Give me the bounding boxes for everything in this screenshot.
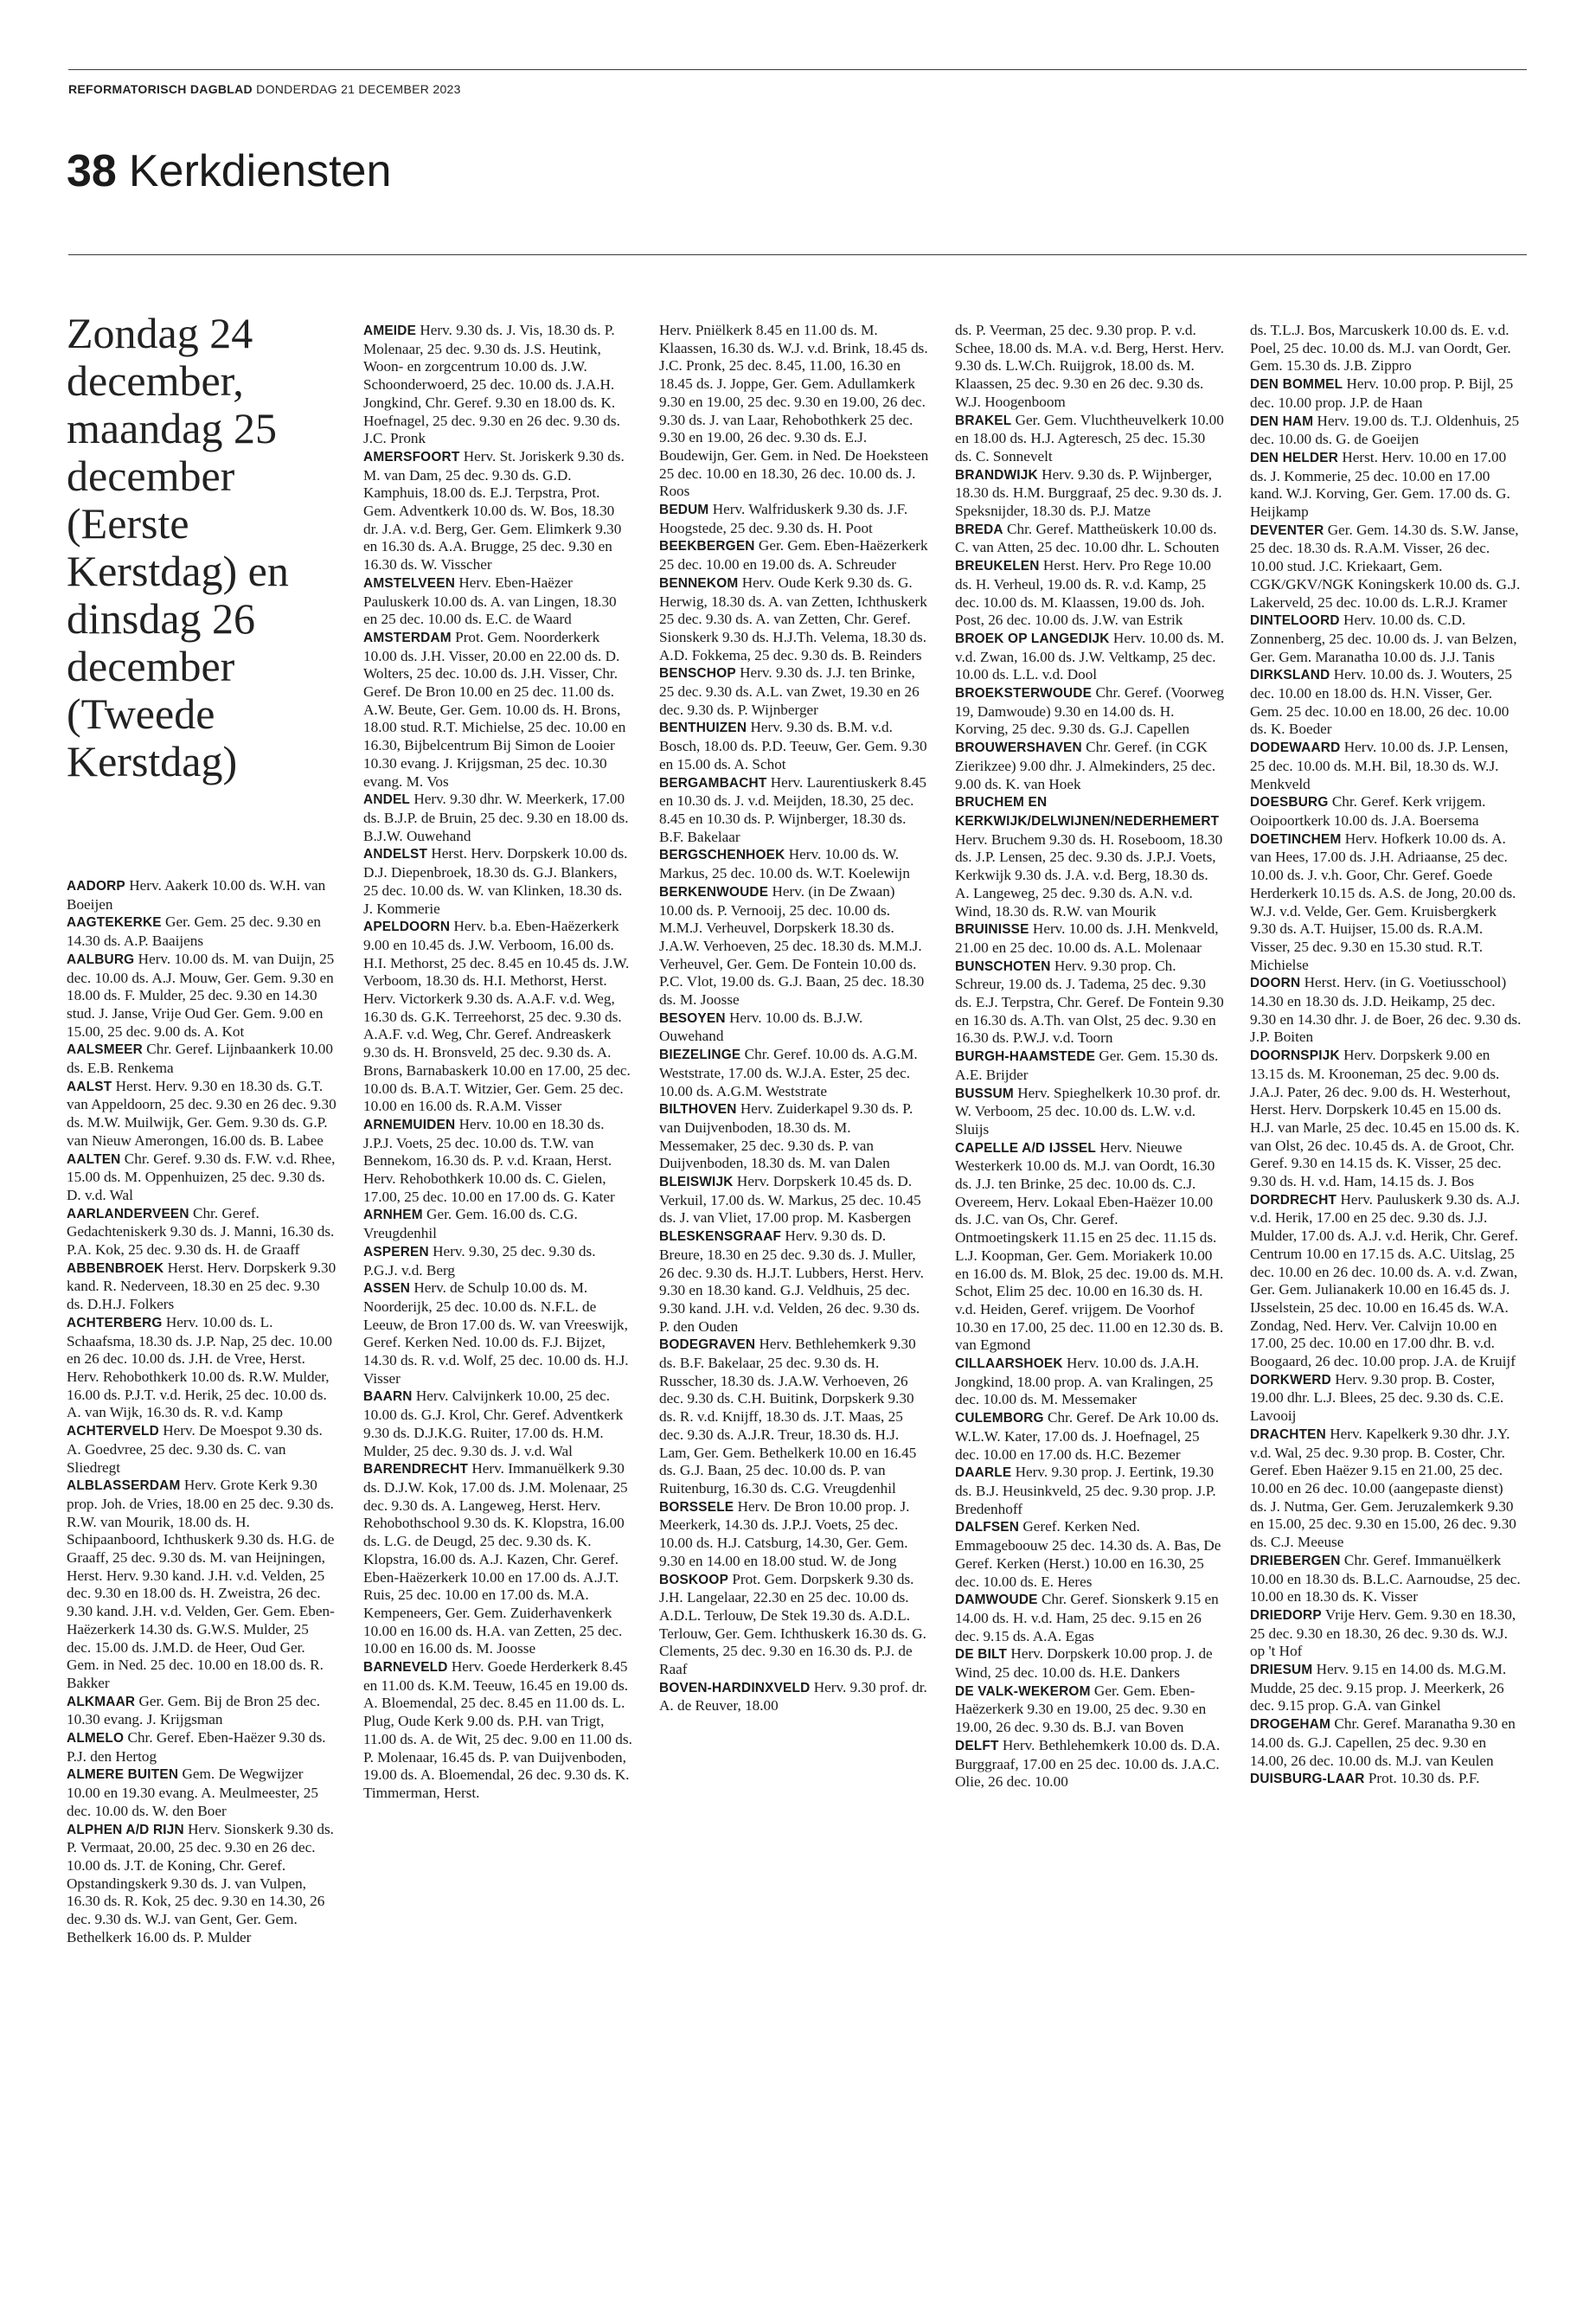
service-listing	[1250, 1770, 1522, 1789]
place-name: DUISBURG-LAAR	[1250, 1772, 1365, 1787]
service-listing	[67, 1259, 337, 1314]
service-details: Vrije Herv. Gem. 9.30 en 18.30, 25 dec. 9.30 en 18.30, 26 dec. 9.30 ds. W.J. op 't Hof	[1250, 1606, 1516, 1660]
place-name: BROUWERSHAVEN	[955, 740, 1082, 756]
place-name: ALMELO	[67, 1731, 125, 1747]
service-details: Chr. Geref. (Voorweg 19, Damwoude) 9.30 en 14.00 ds. H. Korving, 25 dec. 9.30 ds. G.J. Capellen	[955, 684, 1225, 738]
top-rule	[68, 69, 1527, 70]
column-3	[659, 322, 929, 2279]
service-listing	[955, 1464, 1225, 1518]
service-details: Prot. Gem. Noorderkerk 10.00 ds. J.H. Visser, 20.00 en 22.00 ds. D. Wolters, 25 dec. 10.00 ds. J.H. Visser, Chr. Geref. De Bron 10.00 en 25 dec. 11.00 ds. A.W. Beute, Ger. Gem. 10.00 ds. H. Brons, 18.00 stud. R.T. Michielse, 25 dec. 10.00 en 16.30, Bijbelcentrum Bij Simon de Looier 10.30 evang. J. Krijgsman, 25 dec. 10.30 evang. M. Vos	[363, 628, 626, 790]
service-details: Herv. Aakerk 10.00 ds. W.H. van Boeijen	[67, 877, 326, 913]
service-details: Herv. Kapelkerk 9.30 dhr. J.Y. v.d. Wal, 25 dec. 9.30 prop. B. Coster, Chr. Geref. Eben Haëzer 9.15 en 21.00, 25 dec. 10.00 en 26 dec. 10.00 (aangepaste dienst) ds. J. Nutma, Ger. Gem. Jeruzalemkerk 9.30 en 15.00, 25 dec. 9.30 en 15.00, 26 dec. 9.30 ds. C.J. Meeuse	[1250, 1425, 1516, 1551]
paper-name: REFORMATORISCH DAGBLAD	[68, 82, 253, 96]
place-name: BERKENWOUDE	[659, 884, 769, 900]
place-name: ANDELST	[363, 847, 428, 862]
service-listing	[659, 774, 929, 847]
service-details: Ger. Gem. 16.00 ds. C.G. Vreugdenhil	[363, 1206, 578, 1242]
place-name: BUSSUM	[955, 1086, 1014, 1101]
place-name: DELFT	[955, 1738, 999, 1753]
service-details: Ger. Gem. Eben-Haëzerkerk 25 dec. 10.00 en 19.00 ds. A. Schreuder	[659, 537, 928, 574]
service-listing	[363, 448, 633, 574]
place-name: ASSEN	[363, 1281, 411, 1297]
service-listing	[1250, 1191, 1522, 1371]
place-name: AMEIDE	[363, 324, 417, 338]
place-name: AALSMEER	[67, 1042, 143, 1058]
service-details: Herv. 9.30 prof. dr. A. de Reuver, 18.00	[659, 1678, 927, 1715]
service-details: Herv. Immanuëlkerk 9.30 ds. D.J.W. Kok, 17.00 ds. J.M. Molenaar, 25 dec. 9.30 ds. A. Langeweg, Herst. Herv. Rehobothschool 9.30 ds. K. Klopstra, 16.00 ds. L.G. de Deugd, 25 dec. 9.30 ds. K. Klopstra, 16.00 ds. A.J. Kazen, Chr. Geref. Eben-Haëzerkerk 10.00 en 17.00 ds. A.J.T. Ruis, 25 dec. 10.00 en 17.00 ds. M.A. Kempeneers, Ger. Gem. Zuiderhavenkerk 10.00 en 16.00 ds. H.A. van Zetten, 25 dec. 10.00 en 16.00 ds. M. Joosse	[363, 1460, 628, 1657]
service-details: Chr. Geref. 10.00 ds. A.G.M. Weststrate, 17.00 ds. W.J.A. Ester, 25 dec. 10.00 ds. A.G.M. Weststrate	[659, 1046, 918, 1099]
service-details: Herv. De Moespot 9.30 ds. A. Goedvree, 25 dec. 9.30 ds. C. van Sliedregt	[67, 1422, 323, 1476]
place-name: DROGEHAM	[1250, 1717, 1331, 1733]
service-details: Herv. 9.15 en 14.00 ds. M.G.M. Mudde, 25 dec. 9.15 prop. J. Meerkerk, 26 dec. 9.15 prop. G.A. van Ginkel	[1250, 1661, 1507, 1715]
column-2	[363, 322, 633, 2279]
column-4	[955, 322, 1225, 2279]
service-details: Gem. De Wegwijzer 10.00 en 19.30 evang. A. Meulmeester, 25 dec. 10.00 ds. W. den Boer	[67, 1766, 318, 1819]
place-name: ARNHEM	[363, 1208, 423, 1223]
place-name: DORDRECHT	[1250, 1192, 1337, 1208]
service-details: Herv. 10.00 ds. B.J.W. Ouwehand	[659, 1009, 863, 1045]
place-name: BARENDRECHT	[363, 1462, 469, 1477]
service-details: Herv. Eben-Haëzer Pauluskerk 10.00 ds. A. van Lingen, 18.30 en 25 dec. 10.00 ds. E.C. de Waard	[363, 574, 617, 628]
service-listing	[1250, 1552, 1522, 1606]
service-listing	[1250, 413, 1522, 449]
service-details: Prot. Gem. Dorpskerk 9.30 ds. J.H. Langelaar, 22.30 en 25 dec. 10.00 ds. A.D.L. Terlouw, De Stek 19.30 ds. A.D.L. Terlouw, Ger. Gem. Ichthuskerk 16.30 ds. G. Clements, 25 dec. 9.30 en 16.30 ds. P.J. de Raaf	[659, 1570, 926, 1678]
service-listing	[955, 1682, 1225, 1737]
service-details: Herst. Herv. (in G. Voetiusschool) 14.30 en 18.30 ds. J.D. Heikamp, 25 dec. 9.30 en 14.30 dhr. J. de Boer, 26 dec. 9.30 ds. J.P. Boiten	[1250, 974, 1522, 1046]
place-name: AALTEN	[67, 1151, 121, 1167]
service-details: Herv. De Bron 10.00 prop. J. Meerkerk, 14.30 ds. J.P.J. Voets, 25 dec. 10.00 ds. H.J. Catsburg, 14.30, Ger. Gem. 9.30 en 14.00 en 18.00 stud. W. de Jong	[659, 1497, 910, 1569]
service-listing	[955, 1355, 1225, 1409]
service-details: Herv. Oude Kerk 9.30 ds. G. Herwig, 18.30 ds. A. van Zetten, Ichthuskerk 25 dec. 9.30 ds. A. van Zetten, Chr. Geref. Sionskerk 9.30 ds. H.J.Th. Velema, 18.30 ds. A.D. Fokkema, 25 dec. 9.30 ds. B. Reinders	[659, 574, 927, 663]
service-details: Chr. Geref. De Ark 10.00 ds. W.L.W. Kater, 17.00 ds. J. Hoefnagel, 25 dec. 10.00 en 17.00 ds. H.C. Bezemer	[955, 1409, 1220, 1463]
place-name: BRUCHEM EN KERKWIJK/DELWIJNEN/NEDERHEMERT	[955, 795, 1220, 829]
service-details: ds. P. Veerman, 25 dec. 9.30 prop. P. v.d. Schee, 18.00 ds. M.A. v.d. Berg, Herst. Herv. 9.30 ds. L.W.Ch. Ruijgrok, 18.00 ds. M. Klaassen, 25 dec. 9.30 en 26 dec. 9.30 ds. W.J. Hoogenboom	[955, 322, 1225, 410]
place-name: CULEMBORG	[955, 1411, 1044, 1426]
place-name: BRUINISSE	[955, 922, 1029, 938]
place-name: DEN BOMMEL	[1250, 377, 1343, 393]
place-name: BOVEN-HARDINXVELD	[659, 1680, 811, 1695]
place-name: AALST	[67, 1079, 112, 1094]
place-name: AMSTELVEEN	[363, 575, 456, 591]
service-details: ds. T.L.J. Bos, Marcuskerk 10.00 ds. E. v.d. Poel, 25 dec. 10.00 ds. M.J. van Oordt, Ger. Gem. 15.30 ds. J.B. Zippro	[1250, 322, 1511, 375]
service-details: Herv. Dorpskerk 10.00 prop. J. de Wind, 25 dec. 10.00 ds. H.E. Dankers	[955, 1645, 1213, 1682]
service-listing	[1250, 322, 1522, 375]
service-listing	[67, 1150, 337, 1205]
place-name: ABBENBROEK	[67, 1260, 164, 1276]
service-listing	[955, 1518, 1225, 1591]
place-name: ARNEMUIDEN	[363, 1117, 456, 1132]
service-listing	[955, 557, 1225, 630]
place-name: DEVENTER	[1250, 522, 1324, 538]
service-listing	[1250, 830, 1522, 975]
place-name: ANDEL	[363, 792, 411, 808]
service-listing	[955, 739, 1225, 793]
service-details: Herv. Walfriduskerk 9.30 ds. J.F. Hoogstede, 25 dec. 9.30 ds. H. Poot	[659, 501, 908, 536]
service-details: Herv. Sionskerk 9.30 ds. P. Vermaat, 20.00, 25 dec. 9.30 en 26 dec. 10.00 ds. J.T. de Koning, Chr. Geref. Opstandingskerk 9.30 ds. J. van Vulpen, 16.30 ds. R. Kok, 25 dec. 9.30 en 14.30, 26 dec. 9.30 ds. W.J. van Gent, Ger. Gem. Bethelkerk 16.00 ds. P. Mulder	[67, 1820, 334, 1945]
service-listing	[659, 1009, 929, 1046]
place-name: DODEWAARD	[1250, 740, 1341, 756]
service-details: Herst. Herv. Dorpskerk 9.30 kand. R. Nederveen, 18.30 en 25 dec. 9.30 ds. D.H.J. Folkers	[67, 1259, 337, 1313]
place-name: BODEGRAVEN	[659, 1337, 756, 1353]
service-listing	[955, 684, 1225, 739]
place-name: DE VALK-WEKEROM	[955, 1683, 1091, 1699]
service-listing	[67, 1729, 337, 1766]
service-listing	[67, 877, 337, 913]
service-details: Chr. Geref. Kerk vrijgem. Ooipoortkerk 10.00 ds. J.A. Boersema	[1250, 793, 1486, 829]
place-name: DIRKSLAND	[1250, 668, 1330, 683]
place-name: DEN HELDER	[1250, 450, 1339, 465]
service-listing	[955, 630, 1225, 684]
service-listing	[955, 322, 1225, 412]
service-listing	[67, 913, 337, 950]
service-listing	[955, 1737, 1225, 1791]
column-1	[67, 877, 337, 2279]
place-name: AMSTERDAM	[363, 630, 452, 645]
service-details: Herv. 10.00 prop. P. Bijl, 25 dec. 10.00 prop. J.P. de Haan	[1250, 375, 1514, 411]
service-details: Herv. 9.30 dhr. W. Meerkerk, 17.00 ds. B.J.P. de Bruin, 25 dec. 9.30 en 18.00 ds. B.J.W. Ouwehand	[363, 791, 629, 844]
service-listing	[659, 574, 929, 665]
place-name: BERGAMBACHT	[659, 775, 767, 791]
masthead	[68, 82, 461, 96]
service-details: Herv. 10.00 ds. L. Schaafsma, 18.30 ds. J.P. Nap, 25 dec. 10.00 en 26 dec. 10.00 ds. J.H. de Vree, Herst. Herv. Rehobothkerk 10.00 ds. R.W. Mulder, 16.00 ds. P.J.T. v.d. Herik, 25 dec. 10.00 ds. A. van Wijk, 16.30 ds. R. v.d. Kamp	[67, 1313, 332, 1421]
place-name: DRIEDORP	[1250, 1607, 1322, 1623]
service-listing	[67, 1422, 337, 1477]
service-listing	[67, 1477, 337, 1692]
place-name: ALPHEN A/D RIJN	[67, 1822, 184, 1837]
service-details: Ger. Gem. 15.30 ds. A.E. Brijder	[955, 1048, 1219, 1083]
place-name: DOETINCHEM	[1250, 831, 1342, 847]
issue-date: DONDERDAG 21 DECEMBER 2023	[256, 82, 461, 96]
service-listing	[659, 501, 929, 537]
place-name: BROEKSTERWOUDE	[955, 686, 1093, 702]
place-name: DRIESUM	[1250, 1663, 1313, 1678]
service-details: Herv. Bethlehemkerk 9.30 ds. B.F. Bakelaar, 25 dec. 9.30 ds. H. Russcher, 18.30 ds. J.A.W. Verhoeven, 26 dec. 9.30 ds. C.H. Buitink, Dorpskerk 9.30 ds. R. v.d. Knijff, 18.30 ds. J.T. Maas, 25 dec. 9.30 ds. A.J.R. Treur, 18.30 ds. H.J. Lam, Ger. Gem. Bethelkerk 10.00 en 16.45 ds. G.J. Baan, 25 dec. 10.00 ds. P. van Ruitenburg, 16.30 ds. C.G. Vreugdenhil	[659, 1336, 917, 1497]
place-name: BAARN	[363, 1389, 413, 1405]
service-details: Ger. Gem. Bij de Bron 25 dec. 10.30 evang. J. Krijgsman	[67, 1692, 321, 1728]
service-details: Herv. (in De Zwaan) 10.00 ds. P. Vernooij, 25 dec. 10.00 ds. M.M.J. Verheuvel, Dorpskerk 18.30 ds. J.A.W. Verhoeven, 25 dec. 18.30 ds. M.M.J. Verheuvel, Ger. Gem. De Fontein 10.00 ds. P.C. Vlot, 19.00 ds. G.J. Baan, 25 dec. 18.30 ds. M. Joosse	[659, 882, 925, 1009]
service-details: Herv. 9.30 prop. J. Eertink, 19.30 ds. B.J. Heusinkveld, 25 dec. 9.30 prop. J.P. Bredenhoff	[955, 1464, 1216, 1517]
place-name: BRANDWIJK	[955, 467, 1038, 483]
service-listing	[363, 1116, 633, 1207]
column-5	[1250, 322, 1522, 2279]
place-name: DOORN	[1250, 976, 1301, 991]
place-name: BENTHUIZEN	[659, 721, 747, 736]
service-details: Herv. Pniëlkerk 8.45 en 11.00 ds. M. Klaassen, 16.30 ds. W.J. v.d. Brink, 18.45 ds. J.C. Pronk, 25 dec. 8.45, 11.00, 16.30 en 18.45 ds. J. Joppe, Ger. Gem. Adullamkerk 9.30 en 19.00, 25 dec. 9.30 en 19.00, 26 dec. 9.30 ds. J. van Laar, Rehobothkerk 25 dec. 9.30 en 19.00, 26 dec. 9.30 ds. E.J. Boudewijn, Ger. Gem. in Ned. De Hoeksteen 25 dec. 10.00 en 18.30, 26 dec. 10.00 ds. J. Roos	[659, 322, 929, 500]
place-name: AARLANDERVEEN	[67, 1206, 189, 1221]
place-name: DINTELOORD	[1250, 613, 1340, 629]
service-details: Herv. Dorpskerk 9.00 en 13.15 ds. M. Krooneman, 25 dec. 9.00 ds. J.A.J. Pater, 26 dec. 9.00 ds. H. Westerhout, Herst. Herv. Dorpskerk 10.45 en 15.00 ds. H.J. van Marle, 25 dec. 10.45 en 15.00 ds. K. van Olst, 26 dec. 10.45 ds. A. de Groot, Chr. Geref. 9.30 en 14.15 ds. K. Visser, 25 dec. 9.30 ds. H. v.d. Ham, 14.15 ds. J. Bos	[1250, 1047, 1520, 1190]
service-listing	[1250, 739, 1522, 793]
service-details: Chr. Geref. Immanuëlkerk 10.00 en 18.30 ds. B.L.C. Aarnoudse, 25 dec. 10.00 en 18.30 ds. K. Visser	[1250, 1551, 1521, 1606]
service-listing	[955, 521, 1225, 557]
place-name: BENNEKOM	[659, 575, 739, 591]
place-name: ACHTERVELD	[67, 1424, 159, 1439]
place-name: BLEISWIJK	[659, 1175, 734, 1190]
service-details: Herv. 10.00 ds. W. Markus, 25 dec. 10.00 ds. W.T. Koelewijn	[659, 846, 910, 882]
service-listing	[363, 1658, 633, 1803]
place-name: BURGH-HAAMSTEDE	[955, 1049, 1096, 1065]
place-name: DRACHTEN	[1250, 1426, 1326, 1442]
service-listing	[1250, 666, 1522, 739]
place-name: AAGTEKERKE	[67, 915, 162, 931]
service-details: Herv. 9.30 prop. B. Coster, 19.00 dhr. L.J. Blees, 25 dec. 9.30 ds. C.E. Lavooij	[1250, 1370, 1504, 1425]
place-name: CAPELLE A/D IJSSEL	[955, 1140, 1096, 1156]
place-name: BERGSCHENHOEK	[659, 848, 785, 863]
service-details: Chr. Geref. Maranatha 9.30 en 14.00 ds. G.J. Capellen, 25 dec. 9.30 en 14.00, 26 dec. 10.00 ds. M.J. van Keulen	[1250, 1715, 1516, 1769]
place-name: AALBURG	[67, 952, 135, 967]
service-details: Herv. 10.00 ds. J. Wouters, 25 dec. 10.00 en 18.00 ds. H.N. Visser, Ger. Gem. 25 dec. 10.00 en 18.00, 26 dec. 10.00 ds. K. Boeder	[1250, 666, 1513, 738]
page-number: 38	[67, 146, 117, 196]
service-listing	[67, 1205, 337, 1259]
service-details: Chr. Geref. 9.30 ds. F.W. v.d. Rhee, 15.00 ds. M. Oppenhuizen, 25 dec. 9.30 ds. D. v.d. Wal	[67, 1150, 336, 1203]
place-name: BILTHOVEN	[659, 1102, 737, 1118]
service-listing	[363, 1279, 633, 1388]
service-details: Herv. 19.00 ds. T.J. Oldenhuis, 25 dec. 10.00 ds. G. de Goeijen	[1250, 412, 1520, 448]
service-listing	[67, 1314, 337, 1422]
service-listing	[659, 1571, 929, 1679]
service-details: Herv. 10.00 en 18.30 ds. J.P.J. Voets, 25 dec. 10.00 ds. T.W. van Bennekom, 16.30 ds. P. v.d. Kraan, Herst. Herv. Rehobothkerk 10.00 ds. C. Gielen, 17.00, 25 dec. 10.00 en 17.00 ds. G. Kater	[363, 1115, 615, 1205]
service-details: Prot. 10.30 ds. P.F.	[1368, 1770, 1480, 1787]
service-listing	[1250, 793, 1522, 830]
section-heading	[67, 145, 391, 197]
place-name: ASPEREN	[363, 1244, 429, 1259]
place-name: BOSKOOP	[659, 1572, 729, 1587]
service-details: Herv. 10.00 ds. M. v.d. Zwan, 16.00 ds. J.W. Veltkamp, 25 dec. 10.00 ds. L.L. v.d. Dool	[955, 629, 1225, 683]
service-details: Herv. de Schulp 10.00 ds. M. Noorderijk, 25 dec. 10.00 ds. N.F.L. de Leeuw, de Bron 17.00 ds. W. van Vreeswijk, Geref. Kerken Ned. 10.00 ds. F.J. Bijzet, 14.30 ds. R. v.d. Wolf, 25 dec. 10.00 ds. H.J. Visser	[363, 1279, 629, 1387]
service-listing	[67, 951, 337, 1042]
service-details: Herv. Goede Herderkerk 8.45 en 11.00 ds. K.M. Teeuw, 16.45 en 19.00 ds. A. Bloemendal, 25 dec. 8.45 en 11.00 ds. L. Plug, Oude Kerk 9.00 ds. P.H. van Trigt, 11.00 ds. A. de Wit, 25 dec. 9.00 en 11.00 ds. P. Molenaar, 16.45 ds. P. van Duijvenboden, 19.00 ds. A. Bloemendal, 26 dec. 9.30 ds. K. Timmerman, Herst.	[363, 1658, 632, 1801]
service-details: Chr. Geref. Eben-Haëzer 9.30 ds. P.J. den Hertog	[67, 1729, 326, 1765]
place-name: CILLAARSHOEK	[955, 1356, 1063, 1372]
service-listing	[67, 1078, 337, 1150]
service-listing	[955, 1048, 1225, 1084]
place-name: BARNEVELD	[363, 1660, 448, 1676]
service-listing	[955, 1645, 1225, 1682]
service-listing	[1250, 375, 1522, 412]
service-details: Herv. 9.30 ds. B.M. v.d. Bosch, 18.00 ds. P.D. Teeuw, Ger. Gem. 9.30 en 15.00 ds. A. Schot	[659, 719, 927, 772]
service-details: Herv. 9.30 ds. P. Wijnberger, 18.30 ds. H.M. Burggraaf, 25 dec. 9.30 ds. J. Speksnijder, 18.30 ds. P.J. Matze	[955, 465, 1222, 520]
service-listing	[363, 791, 633, 845]
service-listing	[363, 629, 633, 791]
service-details: Ger. Gem. Vluchtheuvelkerk 10.00 en 18.00 ds. H.J. Agteresch, 25 dec. 15.30 ds. C. Sonnevelt	[955, 411, 1224, 465]
service-details: Herv. b.a. Eben-Haëzerkerk 9.00 en 10.45 ds. J.W. Verboom, 16.00 ds. H.I. Methorst, 25 dec. 8.45 en 10.45 ds. J.W. Verboom, 18.30 ds. H.I. Methorst, Herst. Herv. Victorkerk 9.30 ds. A.A.F. v.d. Weg, 16.30 ds. G.K. Terreehorst, 25 dec. 9.30 ds. A.A.F. v.d. Weg, Chr. Geref. Andreaskerk 9.30 ds. H. Bronsveld, 25 dec. 9.30 ds. A. Brons, Barnabaskerk 10.00 en 17.00, 25 dec. 10.00 ds. B.A.T. Witzier, Ger. Gem. 25 dec. 10.00 en 16.00 ds. R.A.M. Visser	[363, 918, 631, 1115]
place-name: DEN HAM	[1250, 413, 1314, 429]
service-details: Ger. Gem. 25 dec. 9.30 en 14.30 ds. A.P. Baaijens	[67, 913, 321, 950]
service-details: Herv. 10.00 ds. J.A.H. Jongkind, 18.00 prop. A. van Kralingen, 25 dec. 10.00 ds. M. Messemaker	[955, 1355, 1214, 1408]
service-details: Herv. 10.00 ds. M. van Duijn, 25 dec. 10.00 ds. A.J. Mouw, Ger. Gem. 9.30 en 18.00 ds. F. Mulder, 25 dec. 9.30 en 14.30 stud. J. Janse, Vrije Oud Ger. Gem. 9.00 en 15.00, 25 dec. 9.00 ds. A. Kot	[67, 950, 335, 1040]
place-name: DOORNSPIJK	[1250, 1048, 1340, 1064]
place-name: DAMWOUDE	[955, 1593, 1038, 1608]
place-name: BRAKEL	[955, 413, 1012, 428]
service-listing	[955, 1591, 1225, 1645]
place-name: DE BILT	[955, 1647, 1008, 1663]
place-name: DRIEBERGEN	[1250, 1553, 1341, 1568]
service-details: Herv. Zuiderkapel 9.30 ds. P. van Duijvenboden, 18.30 ds. M. Messemaker, 25 dec. 9.30 ds. P. van Duijvenboden, 18.30 ds. M. van Dalen	[659, 1100, 913, 1172]
place-name: BLESKENSGRAAF	[659, 1229, 782, 1245]
service-details: Geref. Kerken Ned. Emmageboouw 25 dec. 14.30 ds. A. Bas, De Geref. Kerken (Herst.) 10.00 en 16.30, 25 dec. 10.00 ds. E. Heres	[955, 1518, 1221, 1590]
service-listing	[1250, 974, 1522, 1047]
service-details: Herv. 9.30 ds. J.J. ten Brinke, 25 dec. 9.30 ds. A.L. van Zwet, 19.30 en 26 dec. 9.30 ds. P. Wijnberger	[659, 664, 920, 718]
service-listing	[659, 537, 929, 574]
place-name: ACHTERBERG	[67, 1315, 163, 1330]
service-details: Herv. Calvijnkerk 10.00, 25 dec. 10.00 ds. G.J. Krol, Chr. Geref. Adventkerk 9.30 ds. D.J.K.G. Ruiter, 17.00 ds. H.M. Mulder, 25 dec. 9.30 ds. J. v.d. Wal	[363, 1388, 624, 1459]
service-listing	[955, 958, 1225, 1048]
service-listing	[659, 1173, 929, 1227]
service-details: Herv. Grote Kerk 9.30 prop. Joh. de Vries, 18.00 en 25 dec. 9.30 ds. R.W. van Mourik, 18.00 ds. H. Schipaanboord, Ichthuskerk 9.30 ds. H.G. de Graaff, 25 dec. 9.30 ds. M. van Heijningen, Herst. Herv. 9.30 kand. J.H. v.d. Velden, 25 dec. 9.30 en 18.00 ds. H. Zweistra, 26 dec. 9.30 kand. J.H. v.d. Velden, Ger. Gem. Eben-Haëzerkerk 14.30 ds. G.W.S. Mulder, 25 dec. 15.00 ds. J.M.D. de Heer, Oud Ger. Gem. in Ned. 25 dec. 10.00 en 18.00 ds. R. Bakker	[67, 1477, 335, 1691]
place-name: BESOYEN	[659, 1010, 726, 1026]
service-details: Herv. Laurentiuskerk 8.45 en 10.30 ds. J. v.d. Meijden, 18.30, 25 dec. 8.45 en 10.30 ds. P. Wijnberger, 18.30 ds. B.F. Bakelaar	[659, 773, 927, 845]
service-listing	[659, 1679, 929, 1715]
section-title: Kerkdiensten	[128, 146, 392, 196]
service-details: Herst. Herv. Pro Rege 10.00 ds. H. Verheul, 19.00 ds. R. v.d. Kamp, 25 dec. 10.00 ds. M. Klaassen, 19.00 ds. Joh. Post, 26 dec. 10.00 ds. J.W. van Estrik	[955, 557, 1211, 629]
service-listing	[659, 1498, 929, 1571]
service-details: Herst. Herv. Dorpskerk 10.00 ds. D.J. Diepenbroek, 18.30 ds. G.J. Blankers, 25 dec. 10.00 ds. W. van Klinken, 18.30 ds. J. Kommerie	[363, 845, 628, 917]
service-details: Herv. Hofkerk 10.00 ds. A. van Hees, 17.00 ds. J.H. Adriaanse, 25 dec. 10.00 ds. J. v.h. Goor, Chr. Geref. Goede Herderkerk 10.15 ds. A.S. de Jong, 20.00 ds. W.J. v.d. Velde, Ger. Gem. Kruisbergkerk 9.30 ds. A.T. Huijser, 15.00 ds. R.A.M. Visser, 25 dec. 9.30 en 15.30 stud. R.T. Michielse	[1250, 830, 1516, 973]
service-listing	[363, 1388, 633, 1460]
place-name: BEEKBERGEN	[659, 539, 755, 554]
service-details: Herv. Spieghelkerk 10.30 prof. dr. W. Verboom, 25 dec. 10.00 ds. L.W. v.d. Sluijs	[955, 1084, 1221, 1138]
service-details: Herv. Nieuwe Westerkerk 10.00 ds. M.J. van Oordt, 16.30 ds. J.J. ten Brinke, 25 dec. 10.00 ds. C.J. Overeem, Herv. Lokaal Eben-Haëzer 10.00 ds. J.C. van Os, Chr. Geref. Ontmoetingskerk 11.15 en 25 dec. 11.15 ds. L.J. Koopman, Ger. Gem. Moriakerk 10.00 en 16.00 ds. M. Blok, 25 dec. 19.00 ds. M.H. Schot, Elim 25 dec. 10.00 en 16.30 ds. H. v.d. Heiden, Geref. vrijgem. De Voorhof 10.30 en 17.00, 25 dec. 11.00 en 12.30 ds. B. van Egmond	[955, 1138, 1224, 1354]
service-listing	[1250, 522, 1522, 612]
service-listing	[1250, 1661, 1522, 1715]
service-listing	[1250, 449, 1522, 522]
service-details: Herv. 9.30, 25 dec. 9.30 ds. P.G.J. v.d. Berg	[363, 1242, 596, 1279]
service-listing	[955, 466, 1225, 521]
service-listing	[955, 1409, 1225, 1464]
place-name: BORSSELE	[659, 1499, 734, 1515]
service-listing	[363, 322, 633, 448]
service-details: Herv. Pauluskerk 9.30 ds. A.J. v.d. Herik, 17.00 en 25 dec. 9.30 ds. J.J. Mulder, 17.00 ds. A.J. v.d. Herik, Chr. Geref. Centrum 10.00 en 17.15 ds. A.C. Uitslag, 25 dec. 10.00 en 26 dec. 10.00 ds. A. v.d. Zwan, Ger. Gem. Julianakerk 10.00 en 16.45 ds. J. IJsselstein, 25 dec. 10.00 en 16.45 ds. W.A. Zondag, Ned. Herv. Ver. Calvijn 10.00 en 17.00, 25 dec. 10.00 en 17.00 dhr. B. v.d. Boogaard, 26 dec. 10.00 prop. J.A. de Kruijf	[1250, 1190, 1520, 1370]
service-listing	[659, 322, 929, 501]
service-listing	[1250, 1715, 1522, 1770]
service-listing	[1250, 1426, 1522, 1552]
service-listing	[955, 793, 1225, 920]
service-listing	[1250, 1047, 1522, 1191]
service-listing	[659, 846, 929, 882]
service-details: Herv. 10.00 ds. J.P. Lensen, 25 dec. 10.00 ds. M.H. Bil, 18.30 ds. W.J. Menkveld	[1250, 739, 1509, 792]
service-listing	[659, 1046, 929, 1100]
service-listing	[67, 1766, 337, 1820]
service-details: Herv. 9.30 prop. Ch. Schreur, 19.00 ds. J. Tadema, 25 dec. 9.30 ds. E.J. Terpstra, Chr. Geref. De Fontein 9.30 en 16.30 ds. A.Th. van Olst, 25 dec. 9.30 en 16.30 ds. P.W.J. v.d. Toorn	[955, 957, 1224, 1047]
service-listing	[363, 1243, 633, 1279]
place-name: BUNSCHOTEN	[955, 958, 1051, 974]
place-name: DORKWERD	[1250, 1372, 1331, 1388]
place-name: BROEK OP LANGEDIJK	[955, 631, 1110, 646]
service-details: Herv. 10.00 ds. C.D. Zonnenberg, 25 dec. 10.00 ds. J. van Belzen, Ger. Gem. Maranatha 10.00 ds. J.J. Tanis	[1250, 612, 1517, 665]
service-details: Herv. Dorpskerk 10.45 ds. D. Verkuil, 17.00 ds. W. Markus, 25 dec. 10.45 ds. J. van Vliet, 17.00 prop. M. Kasbergen	[659, 1173, 921, 1227]
service-listing	[363, 1206, 633, 1242]
service-listing	[659, 883, 929, 1009]
service-listing	[363, 1460, 633, 1658]
place-name: DALFSEN	[955, 1520, 1020, 1535]
service-details: Chr. Geref. Mattheüskerk 10.00 ds. C. van Atten, 25 dec. 10.00 dhr. L. Schouten	[955, 520, 1220, 556]
place-name: ALBLASSERDAM	[67, 1478, 181, 1494]
page-title: Zondag 24 december, maandag 25 december (Eerste Kerstdag) en dinsdag 26 december (Tweede Kerstdag)	[67, 309, 289, 785]
service-details: Herv. 9.30 ds. J. Vis, 18.30 ds. P. Molenaar, 25 dec. 9.30 ds. J.S. Heutink, Woon- en zorgcentrum 10.00 ds. J.W. Schoonderwoerd, 25 dec. 10.00 ds. J.A.H. Jongkind, Chr. Geref. 9.30 en 18.00 ds. K. Hoefnagel, 25 dec. 9.30 en 26 dec. 9.30 ds. J.C. Pronk	[363, 322, 620, 447]
service-listing	[659, 664, 929, 719]
service-details: Chr. Geref. Gedachteniskerk 9.30 ds. J. Manni, 16.30 ds. P.A. Kok, 25 dec. 9.30 ds. H. de Graaff	[67, 1204, 335, 1259]
place-name: DAARLE	[955, 1465, 1012, 1481]
service-listing	[1250, 612, 1522, 666]
service-listing	[1250, 1606, 1522, 1661]
header-rule	[68, 254, 1527, 255]
service-listing	[1250, 1371, 1522, 1426]
place-name: BIEZELINGE	[659, 1048, 741, 1063]
service-details: Chr. Geref. Lijnbaankerk 10.00 ds. E.B. Renkema	[67, 1041, 333, 1077]
place-name: BREUKELEN	[955, 559, 1040, 574]
place-name: AADORP	[67, 879, 125, 894]
place-name: ALMERE BUITEN	[67, 1767, 179, 1783]
service-listing	[67, 1041, 337, 1077]
service-details: Chr. Geref. Sionskerk 9.15 en 14.00 ds. H. v.d. Ham, 25 dec. 9.15 en 26 dec. 9.15 ds. A.A. Egas	[955, 1591, 1219, 1644]
service-details: Herst. Herv. 9.30 en 18.30 ds. G.T. van Appeldoorn, 25 dec. 9.30 en 26 dec. 9.30 ds. M.W. Muilwijk, Ger. Gem. 9.30 ds. G.P. van Nieuw Amerongen, 16.00 ds. B. Labee	[67, 1077, 337, 1149]
service-listing	[67, 1693, 337, 1729]
place-name: BREDA	[955, 522, 1003, 537]
service-listing	[363, 845, 633, 918]
service-listing	[659, 1100, 929, 1173]
place-name: ALKMAAR	[67, 1694, 136, 1709]
service-listing	[659, 1336, 929, 1497]
place-name: BEDUM	[659, 503, 709, 518]
service-listing	[363, 918, 633, 1116]
service-details: Herv. Bethlehemkerk 10.00 ds. D.A. Burggraaf, 17.00 en 25 dec. 10.00 ds. J.A.C. Olie, 26 dec. 10.00	[955, 1736, 1221, 1791]
place-name: DOESBURG	[1250, 795, 1329, 811]
service-details: Herv. 10.00 ds. J.H. Menkveld, 21.00 en 25 dec. 10.00 ds. A.L. Molenaar	[955, 920, 1219, 956]
service-details: Ger. Gem. Eben-Haëzerkerk 9.30 en 19.00, 25 dec. 9.30 en 19.00, 26 dec. 9.30 ds. B.J. van Boven	[955, 1682, 1207, 1736]
service-details: Chr. Geref. (in CGK Zierikzee) 9.00 dhr. J. Almekinders, 25 dec. 9.00 ds. K. van Hoek	[955, 739, 1216, 792]
service-listing	[659, 1227, 929, 1336]
place-name: AMERSFOORT	[363, 449, 460, 465]
service-details: Herv. 9.30 ds. D. Breure, 18.30 en 25 dec. 9.30 ds. J. Muller, 26 dec. 9.30 ds. H.J.T. Lubbers, Herst. Herv. 9.30 en 18.30 kand. G.J. Veldhuis, 25 dec. 9.30 kand. J.H. v.d. Velden, 26 dec. 9.30 ds. P. den Ouden	[659, 1227, 924, 1335]
service-listing	[955, 1139, 1225, 1355]
service-listing	[67, 1821, 337, 1947]
place-name: BENSCHOP	[659, 666, 736, 682]
service-listing	[363, 574, 633, 629]
service-listing	[955, 920, 1225, 957]
service-listing	[955, 1085, 1225, 1139]
service-details: Ger. Gem. 14.30 ds. S.W. Janse, 25 dec. 18.30 ds. R.A.M. Visser, 26 dec. 10.00 stud. J.C. Kriekaart, Gem. CGK/GKV/NGK Koningskerk 10.00 ds. G.J. Lakerveld, 25 dec. 10.00 ds. L.R.J. Kramer	[1250, 521, 1521, 611]
service-details: Herv. Bruchem 9.30 ds. H. Roseboom, 18.30 ds. J.P. Lensen, 25 dec. 9.30 ds. J.P.J. Voets, Kerkwijk 9.30 ds. J.A. v.d. Berg, 18.30 ds. A. Langeweg, 25 dec. 9.30 ds. A.N. v.d. Wind, 18.30 ds. R.W. van Mourik	[955, 830, 1223, 920]
service-details: Herst. Herv. 10.00 en 17.00 ds. J. Kommerie, 25 dec. 10.00 en 17.00 kand. W.J. Korving, Ger. Gem. 17.00 ds. G. Heijkamp	[1250, 448, 1510, 521]
service-listing	[955, 412, 1225, 466]
service-details: Herv. St. Joriskerk 9.30 ds. M. van Dam, 25 dec. 9.30 ds. G.D. Kamphuis, 18.00 ds. E.J. Terpstra, Prot. Gem. Adventkerk 10.00 ds. W. Bos, 18.30 dr. J.A. v.d. Berg, Ger. Gem. Elimkerk 9.30 en 16.30 ds. A.A. Brugge, 25 dec. 9.30 en 16.30 ds. W. Visscher	[363, 447, 625, 574]
place-name: APELDOORN	[363, 920, 451, 935]
service-listing	[659, 719, 929, 773]
